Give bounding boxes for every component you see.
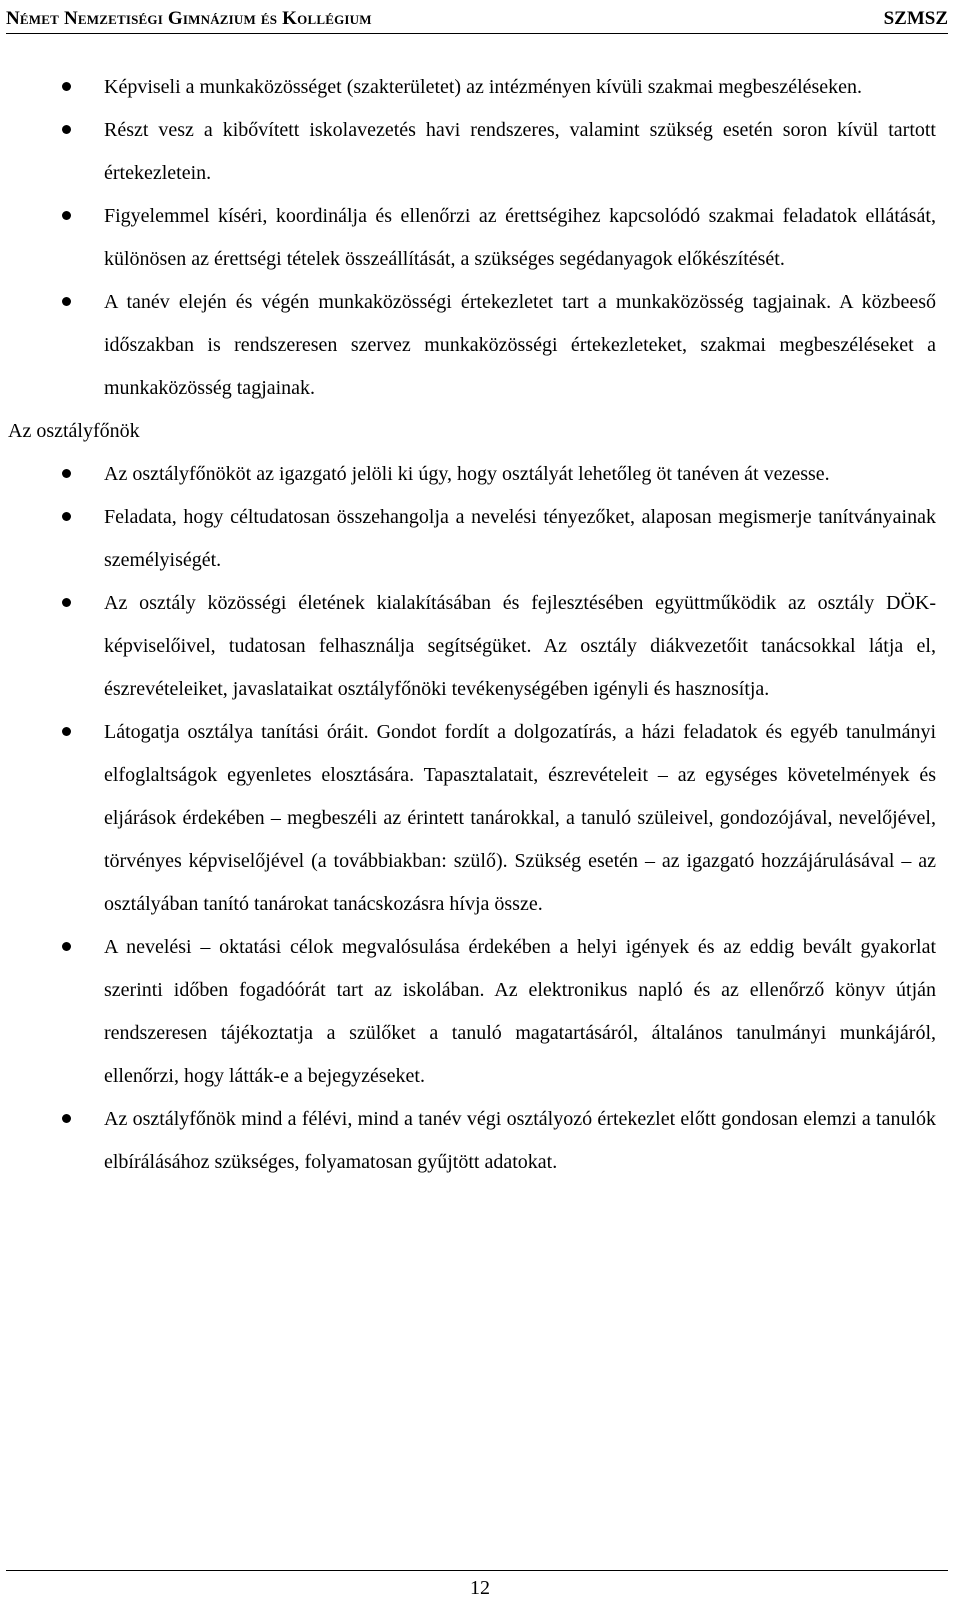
bullet-icon: [62, 512, 71, 521]
list-item: [0, 711, 960, 926]
list-item: [0, 66, 960, 109]
bullet-icon: [62, 211, 71, 220]
bullet-icon: [62, 598, 71, 607]
list-item: [0, 195, 960, 281]
list-item-text: Részt vesz a kibővített iskolavezetés havi rendszeres, valamint szükség esetén soron kívül tartott értekezletein.: [104, 119, 936, 184]
list-item-text: Az osztályfőnököt az igazgató jelöli ki úgy, hogy osztályát lehetőleg öt tanéven át vezesse.: [104, 463, 830, 485]
header-doc-code: SZMSZ: [883, 8, 948, 29]
page-content: [0, 66, 960, 1184]
page-number: 12: [470, 1577, 490, 1599]
list-item-text: Az osztály közösségi életének kialakításában és fejlesztésében együttműködik az osztály DÖK-képviselőivel, tudatosan felhasználja segítségüket. Az osztály diákvezetőit tanácsokkal látja el, észrevételeiket, javaslataikat osztályfőnöki tevékenységében igényli és hasznosítja.: [104, 592, 936, 700]
page-header: [6, 0, 948, 34]
task-list-head: [0, 66, 960, 410]
list-item: [0, 109, 960, 195]
bullet-icon: [62, 125, 71, 134]
bullet-icon: [62, 942, 71, 951]
bullet-icon: [62, 469, 71, 478]
section-title: Az osztályfőnök: [8, 420, 140, 442]
list-item-text: Képviseli a munkaközösséget (szakterületet) az intézményen kívüli szakmai megbeszéléseken.: [104, 76, 863, 98]
header-school-name: Német Nemzetiségi Gimnázium és Kollégium: [6, 8, 372, 29]
bullet-icon: [62, 297, 71, 306]
list-item: [0, 496, 960, 582]
task-list-class-teacher: [0, 453, 960, 1184]
list-item: [0, 582, 960, 711]
list-item-text: Figyelemmel kíséri, koordinálja és ellenőrzi az érettségihez kapcsolódó szakmai feladatok ellátását, különösen az érettségi tételek összeállítását, a szükséges segédanyagok előkészítését.: [104, 205, 936, 270]
list-item-text: Látogatja osztálya tanítási óráit. Gondot fordít a dolgozatírás, a házi feladatok és egyéb tanulmányi elfoglaltságok egyenletes elosztására. Tapasztalatait, észrevételeit – az egységes követelmények és eljárások érdekében – megbeszéli az érintett tanárokkal, a tanuló szüleivel, gondozójával, nevelőjével, törvényes képviselőjével (a továbbiakban: szülő). Szükség esetén – az igazgató hozzájárulásával – az osztályában tanító tanárokat tanácskozásra hívja össze.: [104, 721, 936, 915]
list-item-text: A nevelési – oktatási célok megvalósulása érdekében a helyi igények és az eddig bevált gyakorlat szerinti időben fogadóórát tart az iskolában. Az elektronikus napló és az ellenőrző könyv útján rendszeresen tájékoztatja a szülőket a tanuló magatartásáról, általános tanulmányi munkájáról, ellenőrzi, hogy látták-e a bejegyzéseket.: [104, 936, 936, 1087]
list-item: [0, 926, 960, 1098]
list-item: [0, 1098, 960, 1184]
bullet-icon: [62, 82, 71, 91]
list-item-text: Feladata, hogy céltudatosan összehangolja a nevelési tényezőket, alaposan megismerje tanítványainak személyiségét.: [104, 506, 936, 571]
list-item-text: Az osztályfőnök mind a félévi, mind a tanév végi osztályozó értekezlet előtt gondosan elemzi a tanulók elbírálásához szükséges, folyamatosan gyűjtött adatokat.: [104, 1108, 936, 1173]
list-item: [0, 453, 960, 496]
list-item: [0, 281, 960, 410]
footer-rule: [6, 1570, 948, 1571]
list-item-text: A tanév elején és végén munkaközösségi értekezletet tart a munkaközösség tagjainak. A közbeeső időszakban is rendszeresen szervez munkaközösségi értekezleteket, szakmai megbeszéléseket a munkaközösség tagjainak.: [104, 291, 936, 399]
bullet-icon: [62, 1114, 71, 1123]
bullet-icon: [62, 727, 71, 736]
